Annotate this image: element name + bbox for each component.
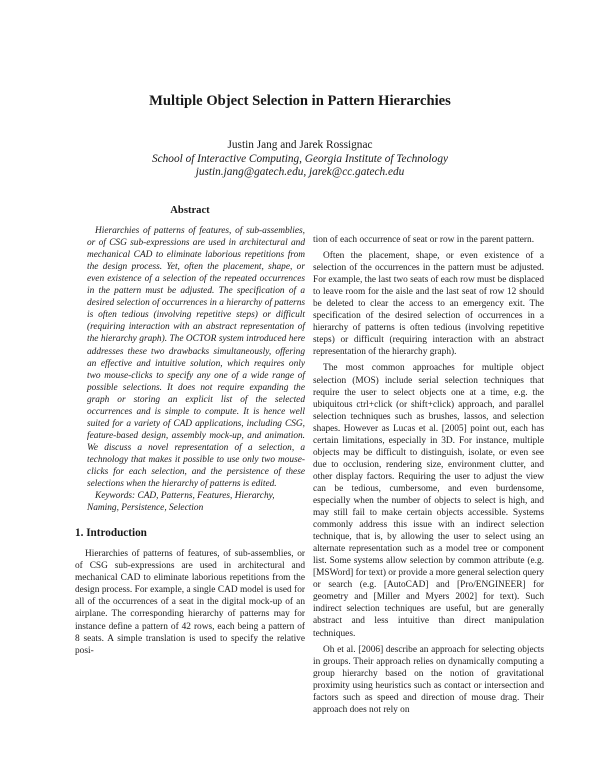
author-block (0, 139, 600, 180)
author-emails: justin.jang@gatech.edu, jarek@cc.gatech.edu (195, 166, 405, 179)
section-heading-introduction: 1. Introduction (75, 527, 147, 540)
left-column (75, 205, 305, 657)
intro-paragraph-2: Often the placement, shape, or even existence of a selection of the occurrences in the pattern must be adjusted. For example, the last two seats of each row must be displaced to leave room for the aisle and the last seat of row 12 should be deleted to clear the access to an emergency exit. The specification of the desired selection of occurrences in a hierarchy of patterns is often tedious (involving repetitive steps) or difficult (requiring interaction with an abstract representation of the hierarchy graph). (313, 251, 544, 358)
author-affiliation: School of Interactive Computing, Georgia Institute of Technology (152, 152, 448, 165)
intro-paragraph-1: Hierarchies of patterns of features, of sub-assemblies, or of CSG sub-expressions are used in architectural and mechanical CAD to eliminate laborious repetitions from the design process. For example, a single CAD model is used for all of the occurrences of a seat in the digital mock-up of an airplane. The corresponding hierarchy of patterns may for instance define a pattern of 42 rows, each being a pattern of 8 seats. A simple translation is used to specify the relative posi- (75, 549, 305, 656)
paper-title: Multiple Object Selection in Pattern Hierarchies (149, 93, 451, 109)
intro-paragraph-4: Oh et al. [2006] describe an approach for selecting objects in groups. Their approach relies on dynamically computing a group hierarchy based on the notion of gravitational proximity using heuristics such as contact or intersection and factors such as speed and direction of mouse drag. Their approach does not rely on (313, 644, 544, 715)
author-names: Justin Jang and Jarek Rossignac (227, 139, 373, 151)
right-column (313, 234, 544, 716)
intro-paragraph-3: The most common approaches for multiple object selection (MOS) include serial selection techniques that require the user to select objects one at a time, e.g. the ubiquitous ctrl+click (or shift+click) approach, and parallel selection techniques such as brushes, lassos, and selection shapes. However as Lucas et al. [2005] point out, each has certain limitations, especially in 3D. For instance, multiple objects may be difficult to distinguish, isolate, or even see due to occlusion, rendering size, environment clutter, and other display factors. Requiring the user to adjust the view can be tedious, cumbersome, and even burdensome, especially when the number of objects to select is high, and may still fail to make certain objects accessible. Systems commonly address this issue with an indirect selection technique, that is, by allowing the user to select using an alternate representation such as a model tree or component list. Some systems allow selection by common attribute (e.g. [MSWord] for text) or provide a more general selection query or search (e.g. [AutoCAD] and [Pro/ENGINEER] for geometry and [Miller and Myers 2002] for text). Such indirect selection techniques are useful, but are generally abstract and less intuitive than direct manipulation techniques. (313, 363, 544, 639)
abstract-text: Hierarchies of patterns of features, of sub-assemblies, or of CSG sub-expressions are used in architectural and mechanical CAD to eliminate laborious repetitions from the design process. Yet, often the placement, shape, or even existence of a selection of the repeated occurrences in the pattern must be adjusted. The specification of a desired selection of occurrences in a hierarchy of patterns is often tedious (involving repetitive steps) or difficult (requiring interaction with an abstract representation of the hierarchy graph). The OCTOR system introduced here addresses these two drawbacks simultaneously, offering an effective and intuitive solution, which requires only two mouse-clicks to specify any one of a wide range of possible selections. It does not require expanding the graph or storing an explicit list of the selected occurrences and is simple to compute. It is hence well suited for a variety of CAD applications, including CSG, feature-based design, assembly mock-up, and animation. We discuss a novel representation of a selection, a technology that makes it possible to use only two mouse-clicks for each selection, and the persistence of these selections when the hierarchy of patterns is edited. (87, 226, 305, 490)
intro-paragraph-1-continued: tion of each occurrence of seat or row in the parent pattern. (313, 235, 535, 245)
keywords: Keywords: CAD, Patterns, Features, Hierarchy, Naming, Persistence, Selection (87, 491, 275, 514)
abstract-heading: Abstract (170, 205, 210, 216)
